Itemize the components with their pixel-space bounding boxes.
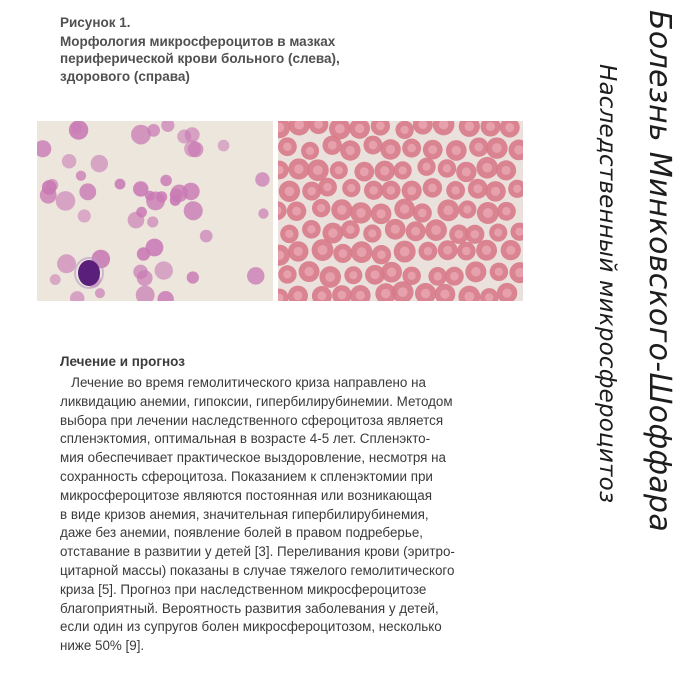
erythrocyte-pallor <box>502 207 510 215</box>
spherocyte <box>42 180 57 195</box>
spherocyte <box>187 271 199 283</box>
erythrocyte-pallor <box>318 245 328 255</box>
erythrocyte-pallor <box>387 267 396 276</box>
erythrocyte-pallor <box>376 122 385 131</box>
erythrocyte-pallor <box>462 167 471 176</box>
erythrocyte-pallor <box>376 209 385 218</box>
section-heading: Лечение и прогноз <box>60 354 185 369</box>
erythrocyte-pallor <box>486 122 495 131</box>
lymphocyte <box>78 260 100 286</box>
body-line: криза [5]. Прогноз при наследственном микросфероцитозе <box>60 581 427 597</box>
erythrocyte-pallor <box>483 208 493 218</box>
spherocyte <box>115 179 126 190</box>
erythrocyte-pallor <box>471 267 480 276</box>
erythrocyte-pallor <box>421 289 431 299</box>
figure-title: Рисунок 1. <box>60 15 131 30</box>
erythrocyte-pallor <box>451 186 459 194</box>
erythrocyte-pallor <box>399 166 407 174</box>
erythrocyte-pallor <box>337 291 346 300</box>
erythrocyte-pallor <box>492 143 502 153</box>
erythrocyte-pallor <box>357 247 367 257</box>
erythrocyte-pallor <box>325 272 335 282</box>
micrograph-healthy <box>278 121 523 301</box>
erythrocyte-pallor <box>400 204 409 213</box>
spherocyte <box>131 125 151 145</box>
erythrocyte-pallor <box>369 141 378 150</box>
erythrocyte-pallor <box>356 291 365 300</box>
erythrocyte-pallor <box>400 247 410 257</box>
erythrocyte-pallor <box>337 205 347 215</box>
body-line: выбора при лечении наследственного сфероцитоза является <box>60 412 444 428</box>
erythrocyte-pallor <box>360 167 369 176</box>
side-title: Болезнь Минковского-Шоффара <box>642 10 677 533</box>
erythrocyte-pallor <box>443 205 453 215</box>
spherocyte <box>146 239 164 257</box>
body-line: отставание в развитии у детей [3]. Переливания крови (эритро- <box>60 544 455 560</box>
erythrocyte-pallor <box>482 245 491 254</box>
erythrocyte-pallor <box>401 126 409 134</box>
erythrocyte-pallor <box>408 272 416 280</box>
erythrocyte-pallor <box>505 123 514 132</box>
erythrocyte-pallor <box>339 249 348 258</box>
erythrocyte-pallor <box>335 166 343 174</box>
erythrocyte-pallor <box>431 225 441 235</box>
erythrocyte-pallor <box>491 187 500 196</box>
figure-caption-line: Морфология микросфероцитов в мазках <box>60 33 336 49</box>
erythrocyte-pallor <box>346 225 354 233</box>
erythrocyte-pallor <box>317 291 326 300</box>
figure-caption-line: здорового (справа) <box>60 68 190 84</box>
erythrocyte-pallor <box>285 230 293 238</box>
erythrocyte-pallor <box>386 145 395 154</box>
erythrocyte-pallor <box>356 208 366 218</box>
side-subtitle: Наследственный микросфероцитоз <box>594 64 620 504</box>
erythrocyte-pallor <box>306 147 314 155</box>
erythrocyte-pallor <box>292 207 301 216</box>
erythrocyte-pallor <box>391 225 400 234</box>
erythrocyte-pallor <box>443 164 451 172</box>
spherocyte <box>258 208 268 218</box>
body-line: цитарной массы) показаны в случае тяжелого гемолитического <box>60 562 455 578</box>
spherocyte <box>184 201 203 220</box>
micrograph-patient-svg <box>37 121 273 301</box>
spherocyte <box>62 154 77 169</box>
erythrocyte-pallor <box>443 246 452 255</box>
spherocyte <box>147 216 158 227</box>
body-line: если один из супругов болен микросфероцитозом, несколько <box>60 619 442 635</box>
spherocyte <box>182 183 200 201</box>
erythrocyte-pallor <box>506 246 515 255</box>
spherocyte <box>137 270 153 286</box>
erythrocyte-pallor <box>369 186 378 195</box>
figure-caption <box>60 14 460 85</box>
spherocyte <box>71 122 82 133</box>
erythrocyte-pallor <box>328 141 337 150</box>
spherocyte <box>50 274 61 285</box>
spherocyte <box>76 171 86 181</box>
erythrocyte-pallor <box>335 124 345 134</box>
spherocyte <box>200 230 213 243</box>
spherocyte <box>56 191 76 211</box>
erythrocyte-pallor <box>307 187 316 196</box>
erythrocyte-pallor <box>440 289 449 298</box>
erythrocyte-pallor <box>347 184 355 192</box>
erythrocyte-pallor <box>428 184 437 193</box>
section-body <box>60 374 530 656</box>
body-line: сохранность сфероцитоза. Показанием к спленэктомии при <box>60 468 433 484</box>
erythrocyte-pallor <box>465 122 475 132</box>
erythrocyte-pallor <box>422 163 430 171</box>
erythrocyte-pallor <box>434 272 442 280</box>
erythrocyte-pallor <box>450 272 459 281</box>
erythrocyte-pallor <box>462 247 470 255</box>
erythrocyte-pallor <box>471 230 480 239</box>
spherocyte <box>160 175 172 187</box>
erythrocyte-pallor <box>455 230 464 239</box>
erythrocyte-pallor <box>371 270 380 279</box>
erythrocyte-pallor <box>494 229 502 237</box>
erythrocyte-pallor <box>285 187 295 197</box>
spherocyte <box>128 212 145 229</box>
micrograph-patient <box>37 121 273 301</box>
erythrocyte-pallor <box>463 205 471 213</box>
erythrocyte-pallor <box>381 289 390 298</box>
erythrocyte-pallor <box>349 271 357 279</box>
erythrocyte-pallor <box>503 288 512 297</box>
spherocyte <box>170 195 181 206</box>
erythrocyte-pallor <box>407 144 416 153</box>
erythrocyte-pallor <box>346 146 355 155</box>
body-line: Лечение во время гемолитического криза направлено на <box>60 375 426 390</box>
erythrocyte-pallor <box>428 145 437 154</box>
body-line: микросфероцитозе являются постоянная или возникающая <box>60 487 433 503</box>
erythrocyte-pallor <box>328 228 337 237</box>
erythrocyte-pallor <box>313 165 323 175</box>
erythrocyte-pallor <box>380 166 389 175</box>
erythrocyte-pallor <box>294 247 303 256</box>
erythrocyte-pallor <box>513 185 521 193</box>
spherocyte <box>133 181 148 196</box>
erythrocyte-pallor <box>368 229 376 237</box>
erythrocyte-pallor <box>355 124 364 133</box>
body-line: спленэктомия, оптимальная в возрасте 4-5 лет. Спленэкто- <box>60 431 431 447</box>
erythrocyte-pallor <box>418 209 427 218</box>
erythrocyte-pallor <box>377 250 386 259</box>
smear-background <box>37 121 273 301</box>
erythrocyte-pallor <box>307 225 315 233</box>
erythrocyte-pallor <box>317 204 325 212</box>
body-line: в виде кризов анемия, значительная гипербилирубинемия, <box>60 506 429 522</box>
erythrocyte-pallor <box>482 163 492 173</box>
spherocyte <box>146 192 165 211</box>
micrograph-healthy-svg <box>278 121 523 301</box>
erythrocyte-pallor <box>495 268 503 276</box>
erythrocyte-pallor <box>304 267 313 276</box>
spherocyte <box>255 172 269 186</box>
body-line: благоприятный. Вероятность развития заболевания у детей, <box>60 600 439 616</box>
spherocyte <box>184 140 201 157</box>
body-line: мия обеспечивает практическое выздоровление, несмотря на <box>60 450 446 466</box>
spherocyte <box>91 155 108 172</box>
spherocyte <box>247 267 264 284</box>
body-line: ликвидацию анемии, гипоксии, гипербилирубинемии. Методом <box>60 393 453 409</box>
body-line: ниже 50% [9]. <box>60 638 145 654</box>
spherocyte <box>79 183 96 200</box>
erythrocyte-pallor <box>283 143 291 151</box>
erythrocyte-pallor <box>294 164 304 174</box>
erythrocyte-pallor <box>283 270 291 278</box>
erythrocyte-pallor <box>424 247 432 255</box>
erythrocyte-pallor <box>502 166 511 175</box>
erythrocyte-pallor <box>323 183 331 191</box>
erythrocyte-pallor <box>474 143 483 152</box>
erythrocyte-pallor <box>293 291 302 300</box>
spherocyte <box>95 288 105 298</box>
erythrocyte-pallor <box>473 184 482 193</box>
spherocyte <box>155 261 173 279</box>
body-line: даже без анемии, появление болей в правом подреберье, <box>60 525 423 541</box>
figure-caption-line: периферической крови больного (слева), <box>60 51 340 66</box>
spherocyte <box>218 140 230 152</box>
spherocyte <box>78 209 91 222</box>
spherocyte <box>57 254 76 273</box>
erythrocyte-pallor <box>398 287 408 297</box>
erythrocyte-pallor <box>452 146 461 155</box>
erythrocyte-pallor <box>407 186 416 195</box>
erythrocyte-pallor <box>387 186 396 195</box>
erythrocyte-pallor <box>411 227 420 236</box>
